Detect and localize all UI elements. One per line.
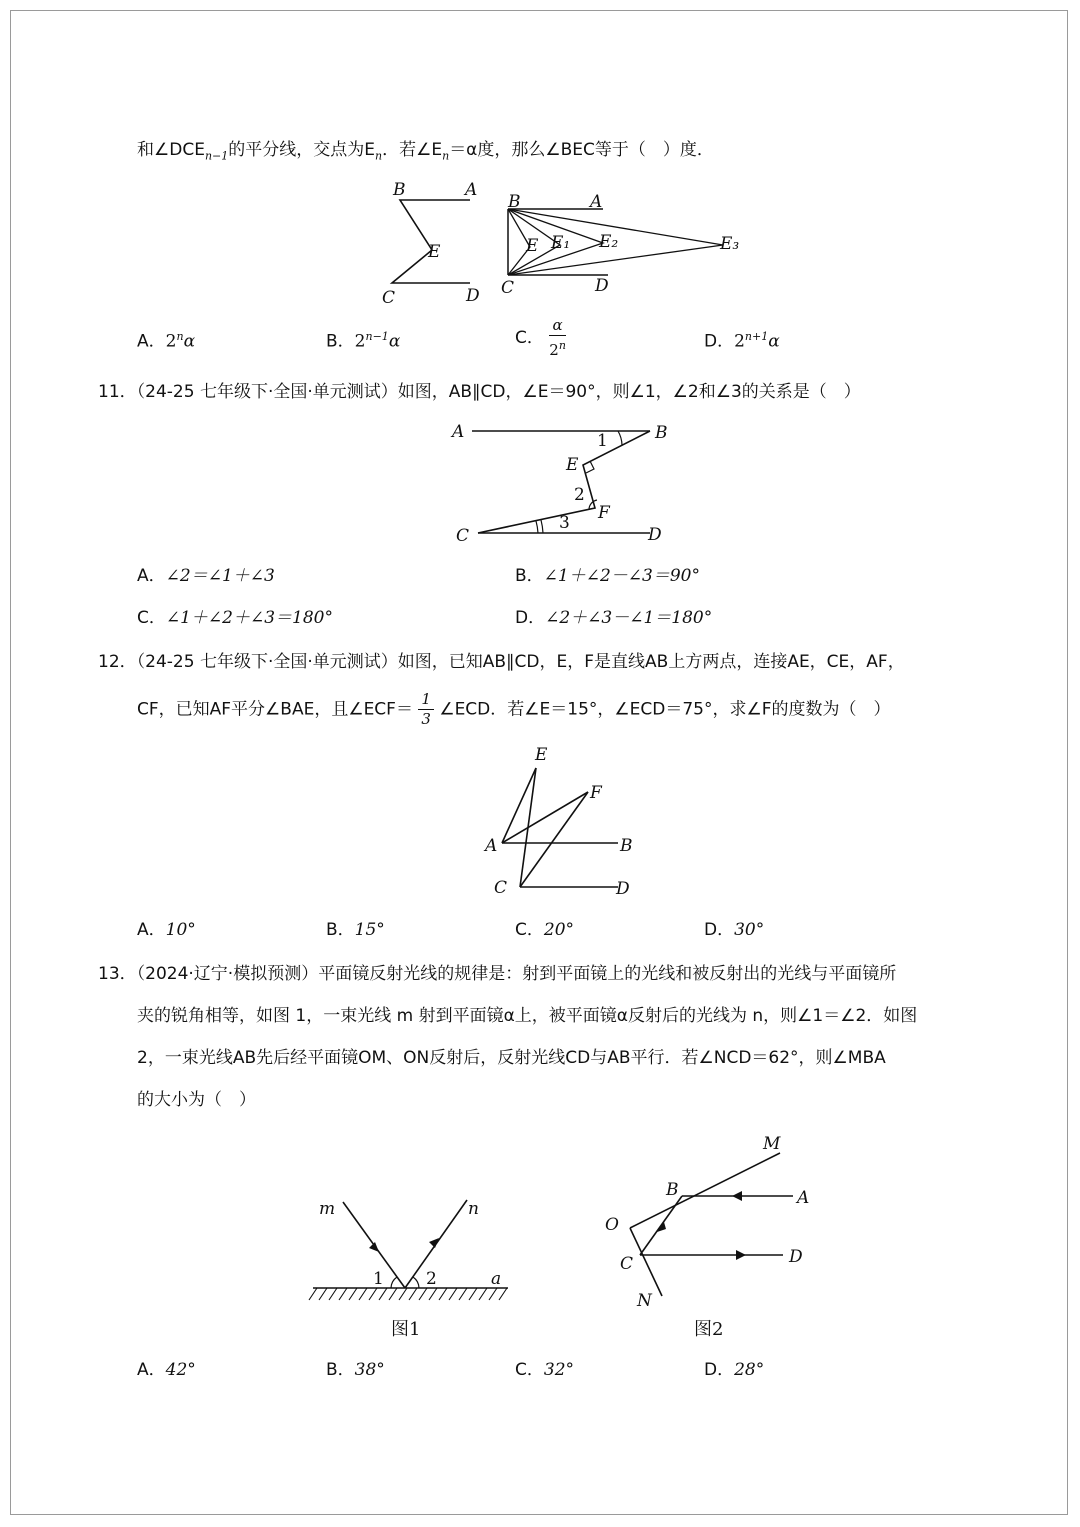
q13-fig1-label-m: m <box>319 1199 336 1219</box>
q10-fig1-label-B: B <box>393 180 406 200</box>
q10-fig1-label-D: D <box>466 286 480 306</box>
q12-number: 12． <box>98 652 137 672</box>
q11-figure <box>450 418 680 548</box>
q13-number: 13． <box>98 964 137 984</box>
q13-stem-line1: 13．（2024·辽宁·模拟预测）平面镜反射光线的规律是：射到平面镜上的光线和被反射出的光线与平面镜所 <box>98 964 897 984</box>
q10-fig2-label-A: A <box>590 192 603 212</box>
q10-figure-2 <box>498 185 758 305</box>
q13-stem-line4: 的大小为（ ） <box>137 1090 256 1110</box>
q10-intro: 和$\angle DCE_{n-1}$的平分线，交点为$E_n$．若$\angle E_n=\alpha$度，那么∠BEC等于（ ）度． <box>137 140 714 163</box>
q10-fig2-label-E: E <box>526 236 539 256</box>
q12-label-E: E <box>535 745 548 765</box>
q10-fig1-label-A: A <box>465 180 478 200</box>
q13-stem-line2: 夹的锐角相等，如图 1，一束光线 m 射到平面镜α上，被平面镜α反射后的光线为 n，则∠1＝∠2．如图 <box>137 1006 918 1026</box>
q12-label-B: B <box>620 836 633 856</box>
q10-option-a[interactable]: A．2$^n$α <box>137 330 196 352</box>
q11-label-E: E <box>566 455 579 475</box>
q13-fig2-label-N: N <box>637 1291 652 1311</box>
q11-angle-2: 2 <box>574 485 585 505</box>
q10-fig2-label-D: D <box>595 276 609 296</box>
q10-figure-1 <box>370 175 500 308</box>
q11-label-D: D <box>648 525 662 545</box>
q12-label-F: F <box>590 783 602 803</box>
q13-fig2-label-B: B <box>666 1180 679 1200</box>
q13-fig2-label-A: A <box>797 1188 810 1208</box>
q11-label-C: C <box>456 526 470 546</box>
q13-fig2-caption: 图2 <box>694 1319 724 1340</box>
q13-fig1-label-n: n <box>468 1199 479 1219</box>
q11-option-b[interactable]: B．∠1＋∠2－∠3＝90° <box>515 566 700 586</box>
q13-fig1-angle-1: 1 <box>373 1269 384 1289</box>
q10-fig1-label-E: E <box>428 242 441 262</box>
q13-fig2-label-O: O <box>605 1215 619 1235</box>
q12-option-c[interactable]: C．20° <box>515 920 575 940</box>
q10-option-c[interactable]: C． $\frac{\alpha}{2^n}$ <box>515 316 566 359</box>
q10-option-d[interactable]: D．$2^{n+1}\alpha$ <box>704 330 780 352</box>
q12-option-d[interactable]: D．30° <box>704 920 765 940</box>
q12-option-b[interactable]: B．15° <box>326 920 385 940</box>
q11-label-F: F <box>598 503 610 523</box>
q10-fig1-label-C: C <box>382 288 396 308</box>
q12-label-C: C <box>494 878 508 898</box>
q11-option-a[interactable]: A．∠2＝∠1＋∠3 <box>137 566 275 586</box>
q11-option-c[interactable]: C．∠1＋∠2＋∠3＝180° <box>137 608 334 628</box>
q10-option-b[interactable]: B．$2^{n-1}\alpha$ <box>326 330 401 352</box>
q11-text: （24-25 七年级下·全国·单元测试）如图，AB∥CD，∠E＝90°，则∠1，∠2和∠3的关系是（ ） <box>136 382 861 402</box>
q12-fraction: $\frac{1}{3}$ <box>418 690 434 729</box>
q11-option-d[interactable]: D．∠2＋∠3－∠1＝180° <box>515 608 713 628</box>
q12-stem-line2: CF，已知AF平分∠BAE，且∠ECF＝ $\frac{1}{3}$ ∠ECD．若∠E＝15°，∠ECD＝75°，求∠F的度数为（ ） <box>137 690 891 728</box>
q13-option-c[interactable]: C．32° <box>515 1360 575 1380</box>
q11-label-A: A <box>452 422 465 442</box>
q13-figure-1 <box>305 1190 520 1350</box>
q11-angle-3: 3 <box>559 513 570 533</box>
q10-fig2-label-E2: E₂ <box>599 232 619 252</box>
q11-label-B: B <box>655 423 668 443</box>
q11-angle-1: 1 <box>597 431 608 451</box>
q12-stem-line1: 12．（24-25 七年级下·全国·单元测试）如图，已知AB∥CD，E，F是直线AB上方两点，连接AE，CE，AF， <box>98 652 905 672</box>
q11-stem <box>98 380 861 404</box>
q12-label-D: D <box>616 879 630 899</box>
q13-figure-2 <box>600 1128 820 1343</box>
q11-number: 11． <box>98 382 137 402</box>
q10-fig2-label-C: C <box>501 278 515 298</box>
q13-stem-line3: 2，一束光线AB先后经平面镜OM、ON反射后，反射光线CD与AB平行．若∠NCD＝62°，则∠MBA <box>137 1048 886 1068</box>
q10-fig2-label-E1: E₁ <box>551 233 571 253</box>
q13-fig1-label-alpha: a <box>491 1269 502 1289</box>
q13-option-d[interactable]: D．28° <box>704 1360 765 1380</box>
q10-fig2-label-B: B <box>508 192 521 212</box>
q13-option-a[interactable]: A．42° <box>137 1360 196 1380</box>
q13-fig2-label-D: D <box>789 1247 803 1267</box>
q13-option-b[interactable]: B．38° <box>326 1360 385 1380</box>
q13-fig2-label-C: C <box>620 1254 634 1274</box>
q13-fig1-caption: 图1 <box>391 1319 421 1340</box>
q12-figure <box>480 740 650 905</box>
q13-fig1-angle-2: 2 <box>426 1269 437 1289</box>
q12-label-A: A <box>485 836 498 856</box>
q10-fig2-label-E3: E₃ <box>720 234 740 254</box>
q12-option-a[interactable]: A．10° <box>137 920 196 940</box>
q13-fig2-label-M: M <box>763 1134 781 1154</box>
